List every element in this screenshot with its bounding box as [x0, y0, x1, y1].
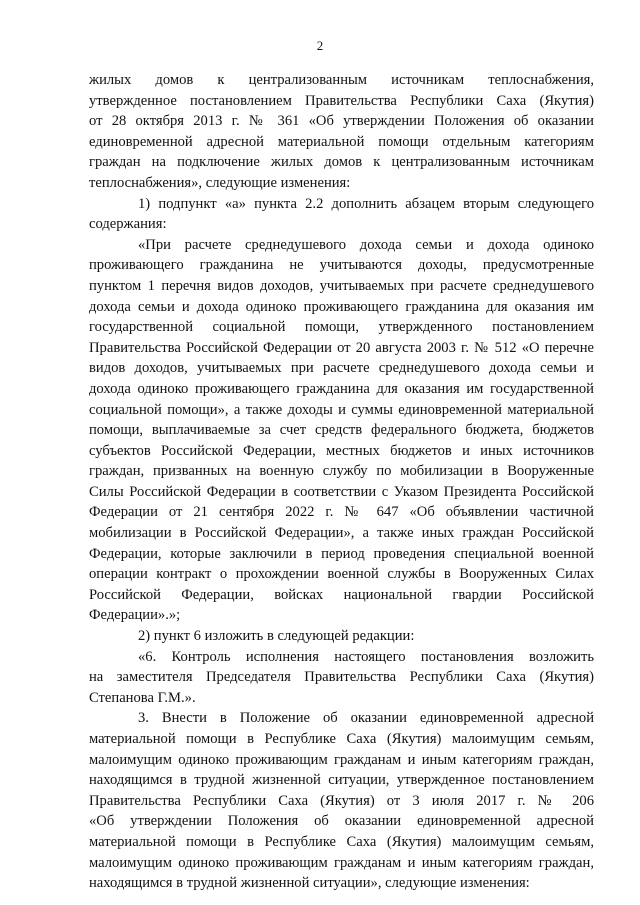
text-line: мобилизации в Российской Федерации», а также иных граждан Российской [89, 525, 594, 542]
text-line: субъектов Российской Федерации, местных бюджетов и иных источников [89, 442, 594, 459]
text-line: операции контракт о прохождении военной службы в Вооруженных Силах [89, 566, 594, 583]
text-line: содержания: [89, 216, 167, 233]
text-line: проживающего гражданина не учитываются доходы, предусмотренные [89, 257, 594, 274]
text-line: малоимущим одиноко проживающим гражданам и иным категориям граждан, [89, 854, 594, 871]
text-line: «Об утверждении Положения об оказании единовременной адресной [89, 813, 594, 830]
text-line: Силы Российской Федерации в соответствии с Указом Президента Российской [89, 483, 594, 500]
text-line: жилых домов к централизованным источникам теплоснабжения, [89, 72, 594, 88]
text-line: утвержденное постановлением Правительства Республики Саха (Якутия) [89, 92, 594, 109]
text-line: теплоснабжения», следующие изменения: [89, 174, 351, 191]
text-line: Федерации».»; [89, 607, 181, 624]
paragraph-amendment-intro [89, 70, 594, 194]
paragraph-section-3 [89, 708, 594, 893]
text-line: материальной помощи в Республике Саха (Якутия) малоимущим семьям, [89, 731, 594, 747]
text-line: граждан, призванных на военную службу по мобилизации в Вооруженные [89, 463, 594, 480]
text-line: от 28 октября 2013 г. № 361 «Об утверждении Положения об оказании [89, 113, 594, 130]
text-line: дохода семьи и дохода одиноко проживающего гражданина для оказания им [89, 298, 594, 315]
text-line: Правительства Российской Федерации от 20 августа 2003 г. № 512 «О перечне [89, 339, 594, 356]
text-line: находящимся в трудной жизненной ситуации, утвержденное постановлением [89, 772, 594, 789]
paragraph-quoted-addition [89, 235, 594, 626]
text-line: видов доходов, учитываемых при расчете среднедушевого дохода семьи и [89, 360, 594, 377]
page-number: 2 [316, 38, 324, 53]
text-line: помощи, выплачиваемые за счет средств федерального бюджета, бюджетов [89, 422, 594, 439]
text-line: материальной помощи в Республике Саха (Якутия) малоимущим семьям, [89, 833, 594, 850]
text-line: социальной помощи», а также доходы и суммы единовременной материальной [89, 401, 594, 418]
text-line: дохода одиноко проживающего гражданина для оказания им государственной [89, 380, 594, 397]
text-line: граждан на подключение жилых домов к централизованным источникам [89, 154, 594, 171]
text-line: «6. Контроль исполнения настоящего постановления возложить [138, 648, 594, 665]
text-line: Федерации, которые заключили в период проведения специальной военной [89, 545, 594, 562]
document-body [89, 70, 594, 894]
text-line: 3. Внести в Положение об оказании единовременной адресной [138, 710, 594, 727]
text-line: Правительства Республики Саха (Якутия) от 3 июля 2017 г. № 206 [89, 792, 594, 809]
text-line: Степанова Г.М.». [89, 689, 196, 706]
paragraph-item-1 [89, 194, 594, 235]
text-line: малоимущим одиноко проживающим гражданам и иным категориям граждан, [89, 751, 594, 768]
text-line: на заместителя Председателя Правительства Республики Саха (Якутия) [89, 669, 594, 686]
paragraph-point-6 [89, 647, 594, 709]
text-line: «При расчете среднедушевого дохода семьи и дохода одиноко [138, 236, 594, 253]
paragraph-item-2 [89, 626, 594, 647]
text-line: Федерации от 21 сентября 2022 г. № 647 «Об объявлении частичной [89, 504, 594, 521]
text-line: 2) пункт 6 изложить в следующей редакции: [138, 628, 415, 645]
text-line: находящимся в трудной жизненной ситуации», следующие изменения: [89, 875, 530, 892]
text-line: государственной социальной помощи, утвержденного постановлением [89, 319, 594, 336]
text-line: Российской Федерации, войсках национальной гвардии Российской [89, 586, 594, 603]
text-line: 1) подпункт «а» пункта 2.2 дополнить абзацем вторым следующего [138, 195, 594, 212]
text-line: единовременной адресной материальной помощи отдельным категориям [89, 133, 594, 150]
text-line: пунктом 1 перечня видов доходов, учитываемых при расчете среднедушевого [89, 277, 594, 294]
